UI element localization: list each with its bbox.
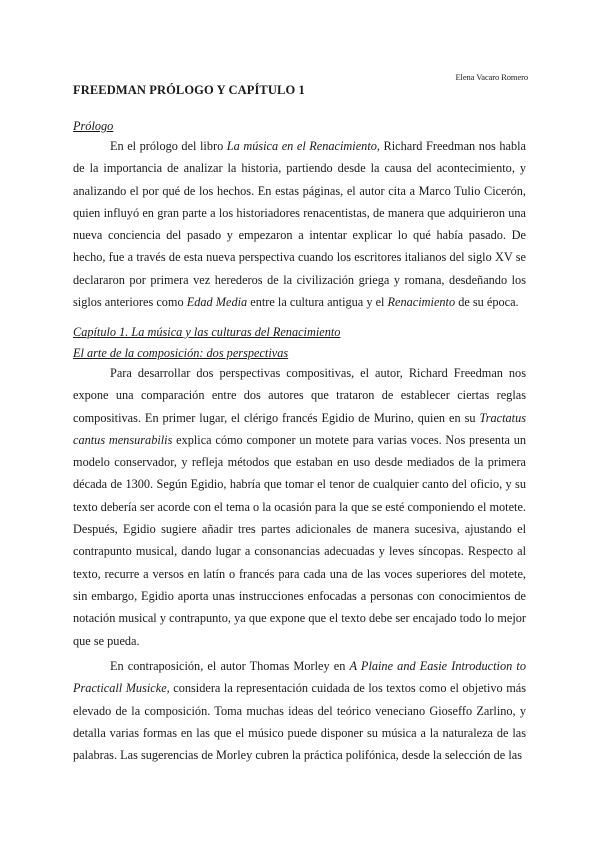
prologue-paragraph [73, 135, 526, 313]
section-subheading: El arte de la composición: dos perspectivas [73, 346, 289, 360]
treatise-title: Tractatus cantus mensurabilis [73, 410, 526, 447]
text-run: de su época. [455, 295, 519, 310]
text-run: entre la cultura antigua y el [247, 295, 388, 310]
chapter-paragraph-1 [73, 362, 526, 652]
prologue-heading: Prólogo [73, 119, 114, 133]
text-run: considera la representación cuidada de los textos como el objetivo más elevado de la composición. Toma muchas ideas del teórico veneciano Gioseffo Zarlino, y detalla varias formas en las que el músico puede disponer su música a la naturaleza de las palabras. Las sugerencias de Morley cubren la práctica polifónica, desde la selección de las [73, 681, 527, 763]
text-run: explica cómo componer un motete para varias voces. Nos presenta un modelo conservador, y refleja métodos que estaban en uso desde mediados de la primera década de 1300. Según Egidio, habría que tomar el tenor de cualquier canto del oficio, y su texto debería ser acorde con el tema o la ocasión para la que se esté componiendo el motete. Después, Egidio sugiere añadir tres partes adicionales de manera sucesiva, ajustando el contrapunto musical, dando lugar a consonancias adecuadas y leves síncopas. Respecto al texto, recurre a versos en latín o francés para cada una de las voces superiores del motete, sin embargo, Egidio aporta unas instrucciones enfocadas a personas con conocimientos de notación musical y contrapunto, ya que expone que el texto debe ser encajado todo lo mejor que se pueda. [73, 432, 526, 648]
chapter-heading: Capítulo 1. La música y las culturas del Renacimiento [73, 325, 341, 339]
author-name: Elena Vacaro Romero [455, 72, 528, 82]
italic-term: Renacimiento [387, 295, 456, 310]
italic-term: Edad Media [186, 295, 248, 310]
text-run: , Richard Freedman nos habla de la importancia de analizar la historia, partiendo desde la causa del acontecimiento, y analizando el por qué de los hechos. En estas páginas, el autor cita a Marco Tulio Cicerón, quien influyó en gran parte a los historiadores renacentistas, de manera que adquirieron una nueva conciencia del pasado y empezaron a intentar explicar lo qué había pasado. De hecho, fue a través de esta nueva perspectiva cuando los escritores italianos del siglo XV se declararon por primera vez herederos de la civilización griega y romana, desdeñando los siglos anteriores como [73, 139, 526, 310]
text-run: En el prólogo del libro [110, 139, 227, 153]
document-title: FREEDMAN PRÓLOGO Y CAPÍTULO 1 [73, 83, 305, 97]
text-run: Para desarrollar dos perspectivas compositivas, el autor, Richard Freedman nos expone una comparación entre dos autores que trataron de establecer ciertas reglas compositivas. En primer lugar, el clérigo francés Egidio de Murino, quien en su [73, 366, 526, 425]
chapter-paragraph-2 [73, 655, 526, 766]
text-run: En contraposición, el autor Thomas Morley en [110, 659, 350, 673]
book-title: La música en el Renacimiento [226, 139, 377, 153]
book-title: A Plaine and Easie Introduction to Practicall Musicke, [73, 659, 526, 696]
